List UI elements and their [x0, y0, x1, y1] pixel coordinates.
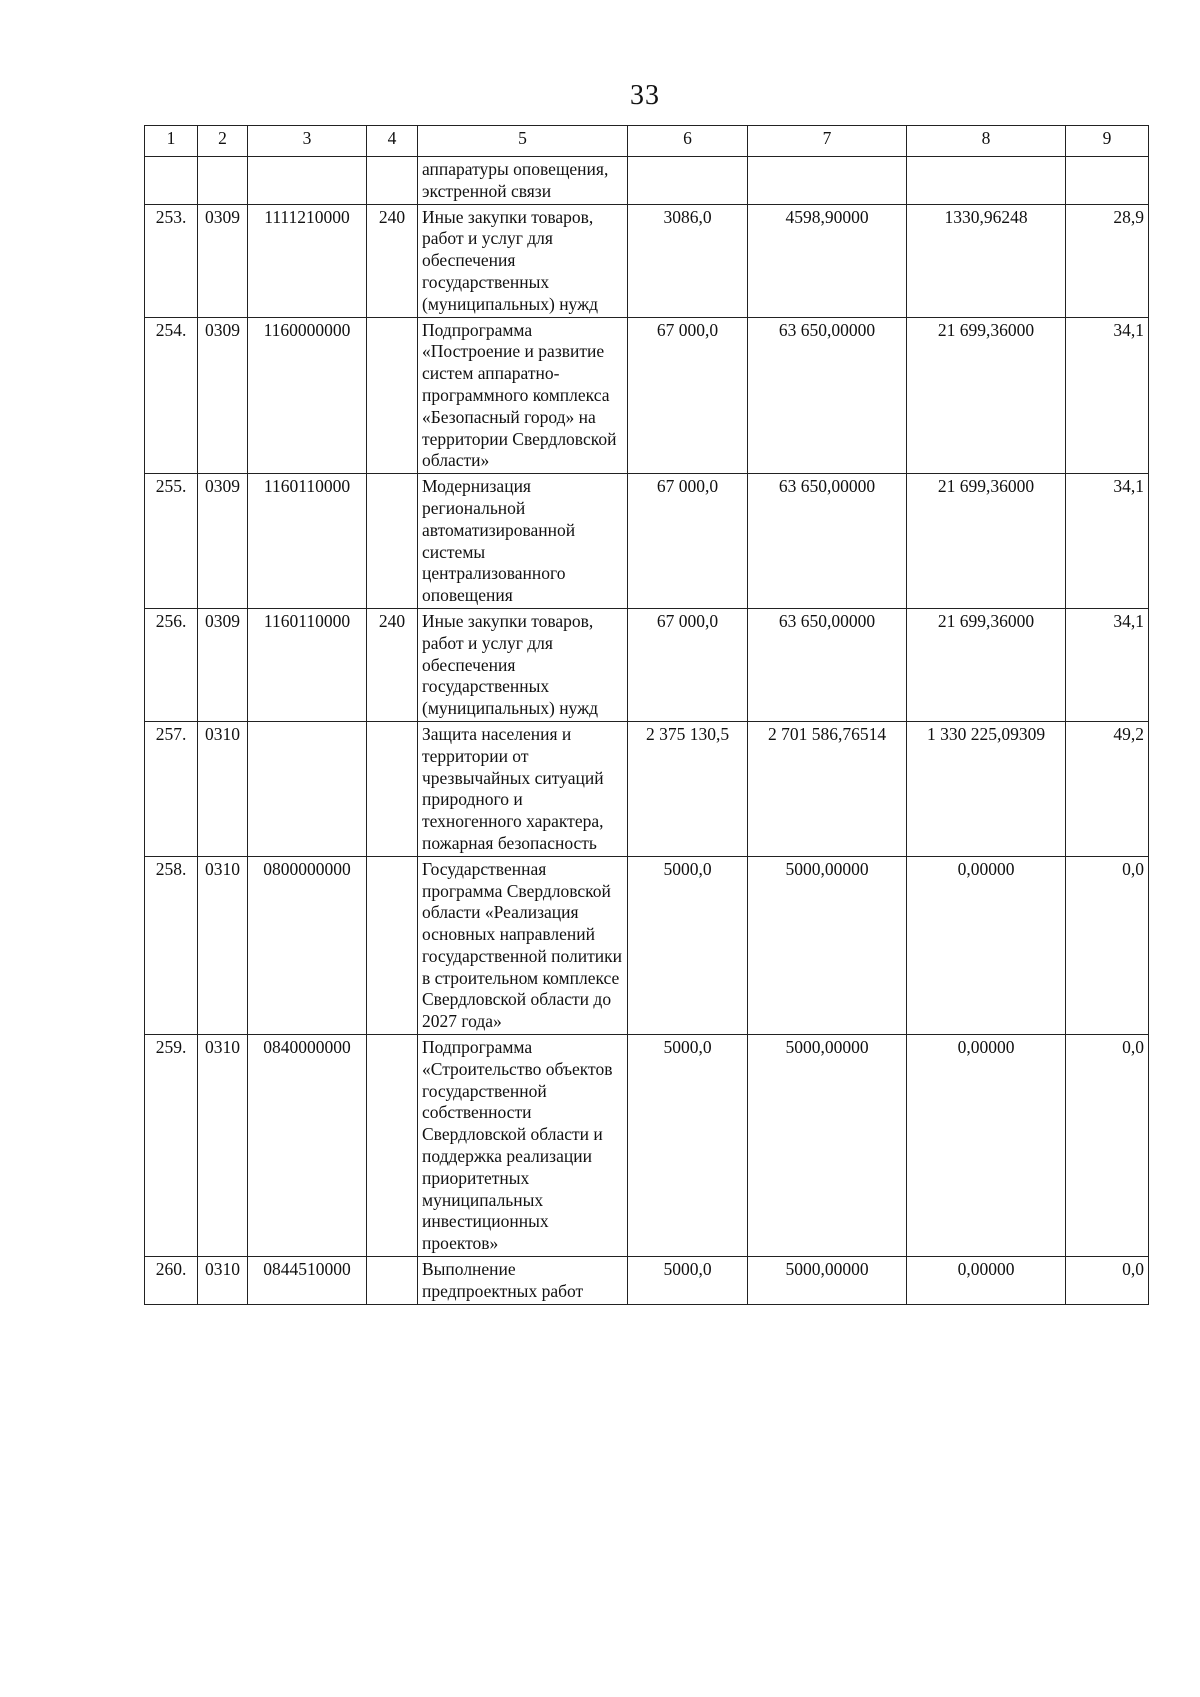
target-code: 0844510000: [248, 1257, 367, 1305]
revised-amount: [748, 157, 907, 205]
row-number: 257.: [145, 721, 198, 856]
revised-amount: 5000,00000: [748, 856, 907, 1034]
percent: 49,2: [1066, 721, 1149, 856]
section-code: 0310: [198, 1257, 248, 1305]
budget-table: [144, 125, 1149, 1305]
expense-type: 240: [367, 608, 418, 721]
plan-amount: 5000,0: [628, 1257, 748, 1305]
section-code: 0310: [198, 721, 248, 856]
target-code: [248, 157, 367, 205]
percent: 0,0: [1066, 1035, 1149, 1257]
plan-amount: 5000,0: [628, 856, 748, 1034]
header-col-2: 2: [198, 126, 248, 157]
row-number: 255.: [145, 474, 198, 609]
expense-type: [367, 157, 418, 205]
header-col-7: 7: [748, 126, 907, 157]
header-col-6: 6: [628, 126, 748, 157]
item-name: Выполнение предпроектных работ: [418, 1257, 628, 1305]
item-name: Подпрограмма «Строительство объектов государственной собственности Свердловской области и поддержка реализации приоритетных муниципальных инвестиционных проектов»: [418, 1035, 628, 1257]
table-row: [145, 204, 1149, 317]
revised-amount: 5000,00000: [748, 1257, 907, 1305]
plan-amount: 2 375 130,5: [628, 721, 748, 856]
section-code: 0310: [198, 1035, 248, 1257]
header-col-8: 8: [907, 126, 1066, 157]
table-row: [145, 608, 1149, 721]
row-number: 253.: [145, 204, 198, 317]
plan-amount: 3086,0: [628, 204, 748, 317]
header-col-3: 3: [248, 126, 367, 157]
percent: 34,1: [1066, 474, 1149, 609]
target-code: 1160110000: [248, 608, 367, 721]
row-number: 260.: [145, 1257, 198, 1305]
target-code: 1111210000: [248, 204, 367, 317]
item-name: Иные закупки товаров, работ и услуг для обеспечения государственных (муниципальных) нужд: [418, 608, 628, 721]
row-number: 256.: [145, 608, 198, 721]
table-row: [145, 721, 1149, 856]
revised-amount: 63 650,00000: [748, 317, 907, 474]
percent: 0,0: [1066, 1257, 1149, 1305]
revised-amount: 2 701 586,76514: [748, 721, 907, 856]
section-code: 0309: [198, 474, 248, 609]
table-row: [145, 474, 1149, 609]
plan-amount: 67 000,0: [628, 317, 748, 474]
target-code: [248, 721, 367, 856]
plan-amount: 67 000,0: [628, 608, 748, 721]
expense-type: 240: [367, 204, 418, 317]
row-number: 259.: [145, 1035, 198, 1257]
item-name: Иные закупки товаров, работ и услуг для обеспечения государственных (муниципальных) нужд: [418, 204, 628, 317]
actual-amount: 1330,96248: [907, 204, 1066, 317]
header-col-9: 9: [1066, 126, 1149, 157]
item-name: Модернизация региональной автоматизированной системы централизованного оповещения: [418, 474, 628, 609]
section-code: [198, 157, 248, 205]
actual-amount: [907, 157, 1066, 205]
row-number: 258.: [145, 856, 198, 1034]
expense-type: [367, 1035, 418, 1257]
section-code: 0309: [198, 317, 248, 474]
expense-type: [367, 317, 418, 474]
row-number: 254.: [145, 317, 198, 474]
header-row: [145, 126, 1149, 157]
revised-amount: 63 650,00000: [748, 474, 907, 609]
header-col-5: 5: [418, 126, 628, 157]
header-col-4: 4: [367, 126, 418, 157]
row-number: [145, 157, 198, 205]
actual-amount: 0,00000: [907, 1035, 1066, 1257]
plan-amount: 67 000,0: [628, 474, 748, 609]
section-code: 0310: [198, 856, 248, 1034]
table-row: [145, 1257, 1149, 1305]
expense-type: [367, 474, 418, 609]
section-code: 0309: [198, 204, 248, 317]
table-row: [145, 157, 1149, 205]
actual-amount: 21 699,36000: [907, 608, 1066, 721]
actual-amount: 1 330 225,09309: [907, 721, 1066, 856]
revised-amount: 63 650,00000: [748, 608, 907, 721]
table-row: [145, 1035, 1149, 1257]
plan-amount: [628, 157, 748, 205]
target-code: 1160110000: [248, 474, 367, 609]
section-code: 0309: [198, 608, 248, 721]
header-col-1: 1: [145, 126, 198, 157]
item-name: аппаратуры оповещения, экстренной связи: [418, 157, 628, 205]
revised-amount: 4598,90000: [748, 204, 907, 317]
actual-amount: 21 699,36000: [907, 317, 1066, 474]
target-code: 0840000000: [248, 1035, 367, 1257]
percent: 34,1: [1066, 317, 1149, 474]
expense-type: [367, 1257, 418, 1305]
item-name: Государственная программа Свердловской области «Реализация основных направлений государственной политики в строительном комплексе Свердловской области до 2027 года»: [418, 856, 628, 1034]
percent: 34,1: [1066, 608, 1149, 721]
plan-amount: 5000,0: [628, 1035, 748, 1257]
percent: 0,0: [1066, 856, 1149, 1034]
actual-amount: 0,00000: [907, 856, 1066, 1034]
percent: 28,9: [1066, 204, 1149, 317]
percent: [1066, 157, 1149, 205]
revised-amount: 5000,00000: [748, 1035, 907, 1257]
expense-type: [367, 856, 418, 1034]
table-row: [145, 317, 1149, 474]
table-row: [145, 856, 1149, 1034]
item-name: Защита населения и территории от чрезвычайных ситуаций природного и техногенного характера, пожарная безопасность: [418, 721, 628, 856]
actual-amount: 21 699,36000: [907, 474, 1066, 609]
expense-type: [367, 721, 418, 856]
target-code: 1160000000: [248, 317, 367, 474]
page-number: 33: [630, 80, 660, 111]
actual-amount: 0,00000: [907, 1257, 1066, 1305]
item-name: Подпрограмма «Построение и развитие систем аппаратно-программного комплекса «Безопасный город» на территории Свердловской области»: [418, 317, 628, 474]
target-code: 0800000000: [248, 856, 367, 1034]
